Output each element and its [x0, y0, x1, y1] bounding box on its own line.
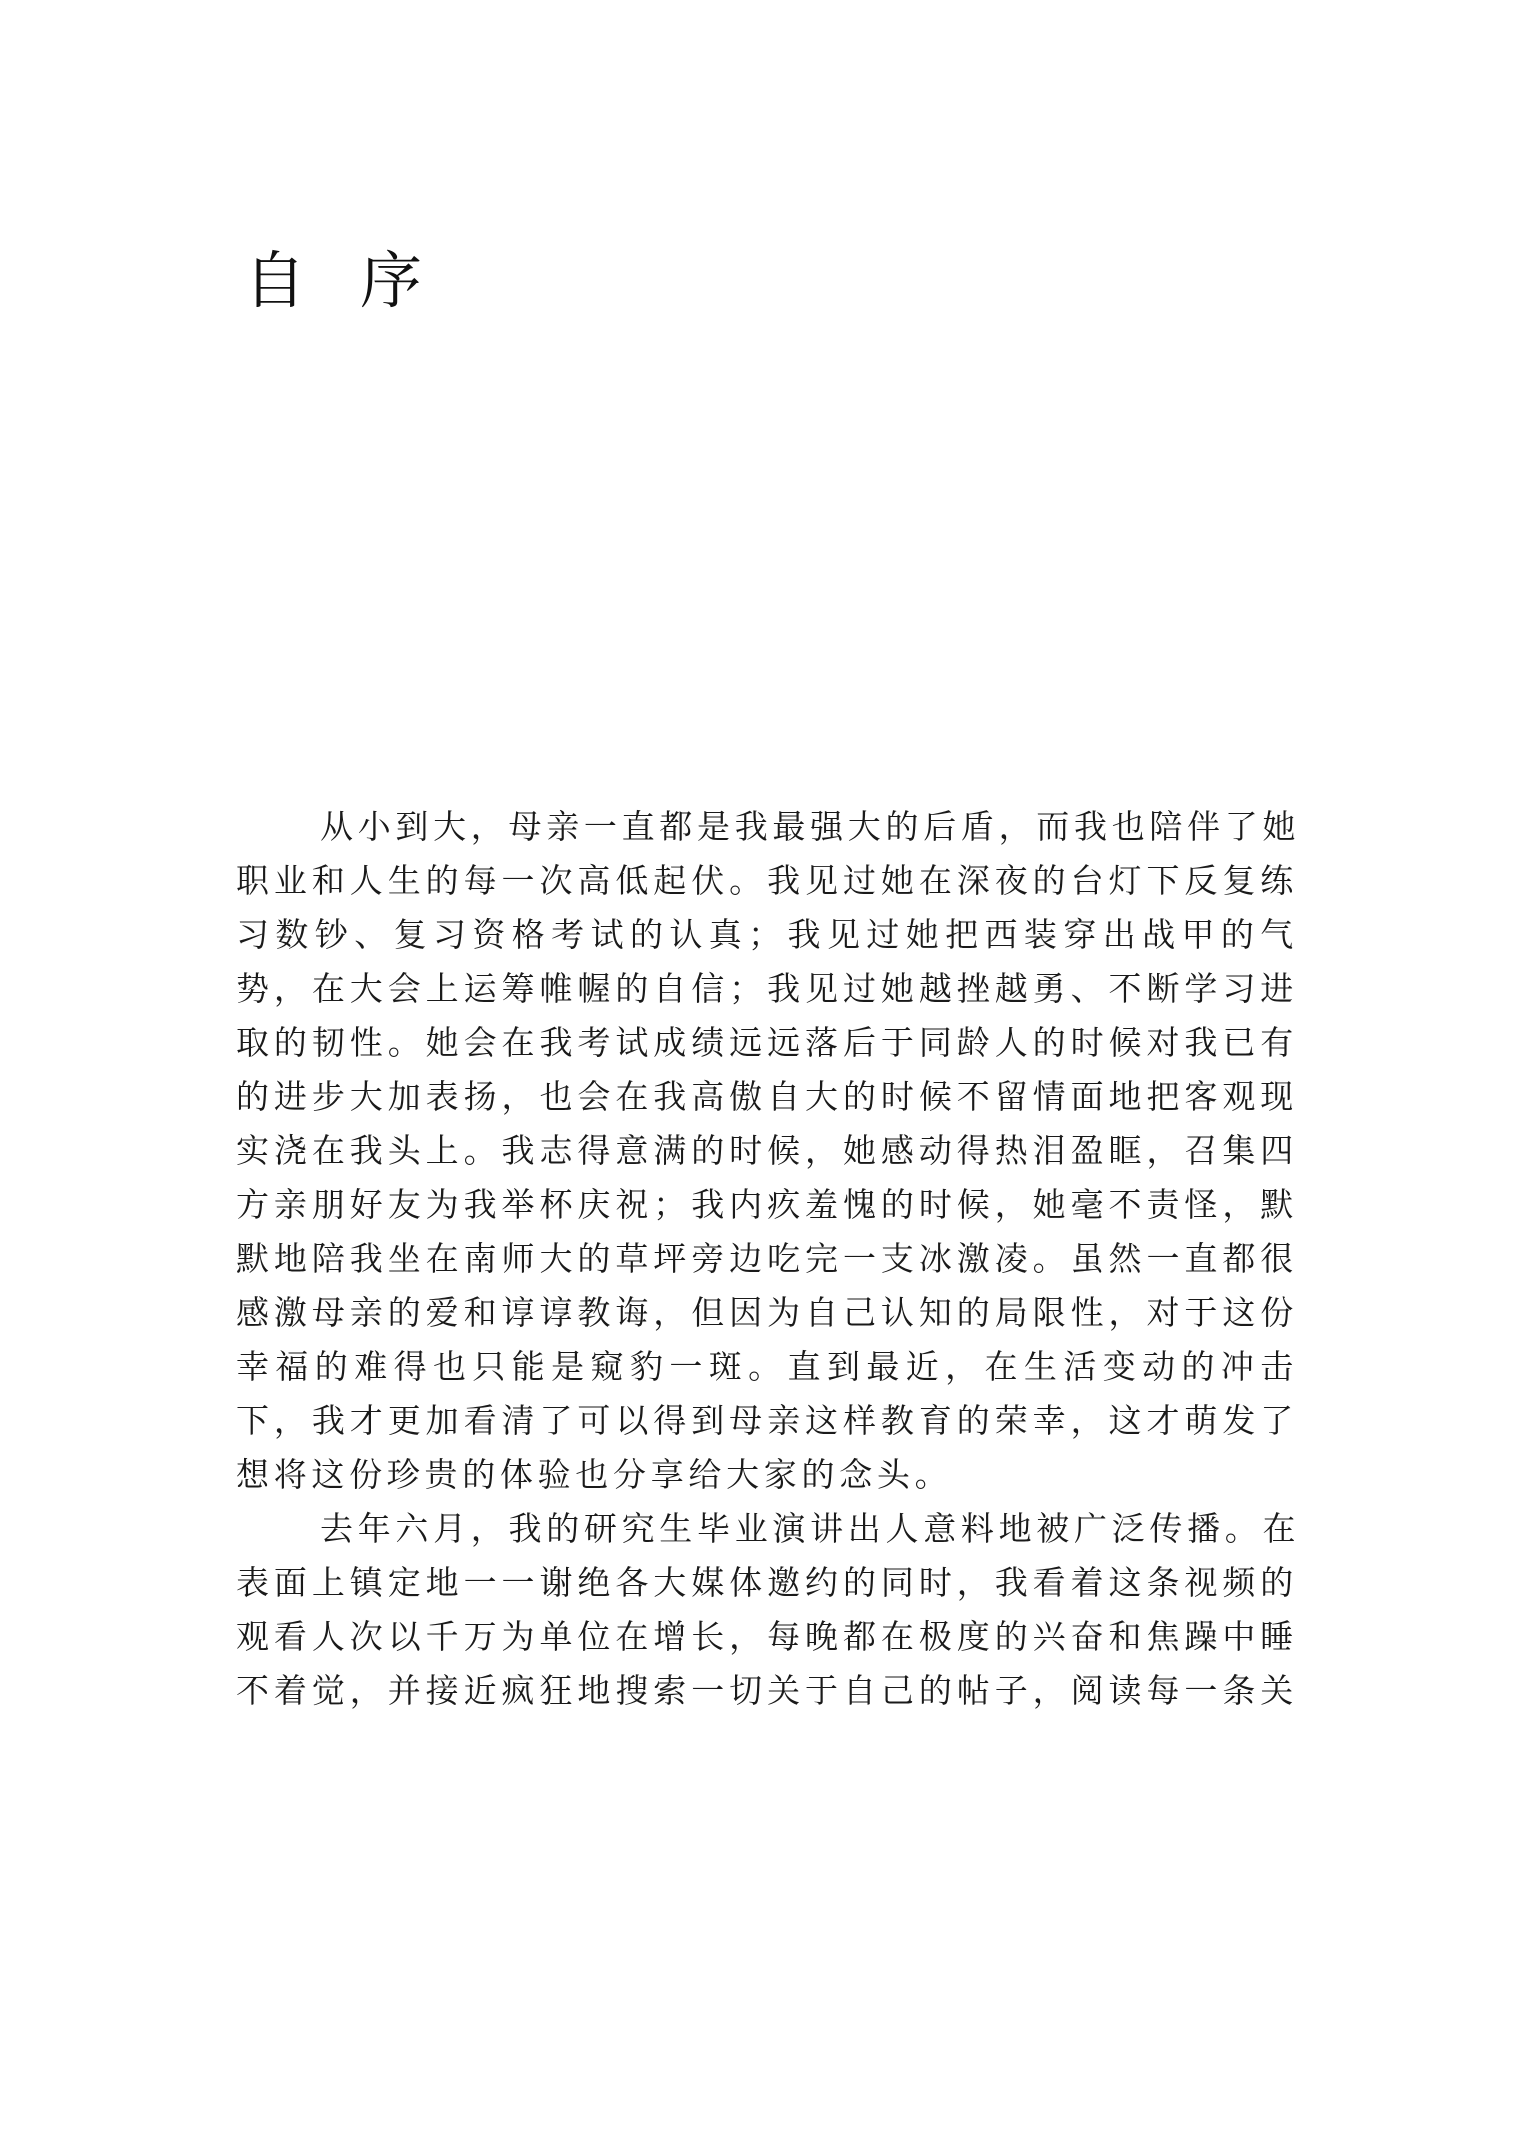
text-line: 下，我才更加看清了可以得到母亲这样教育的荣幸，这才萌发了	[236, 1401, 1298, 1440]
text-line: 从小到大，母亲一直都是我最强大的后盾，而我也陪伴了她	[320, 807, 1301, 846]
text-line: 感激母亲的爱和谆谆教诲，但因为自己认知的局限性，对于这份	[236, 1293, 1298, 1332]
page-title: 自序	[244, 244, 477, 317]
text-line: 想将这份珍贵的体验也分享给大家的念头。	[236, 1455, 953, 1494]
text-line: 表面上镇定地一一谢绝各大媒体邀约的同时，我看着这条视频的	[236, 1563, 1298, 1602]
text-line: 幸福的难得也只能是窥豹一斑。直到最近，在生活变动的冲击	[236, 1347, 1298, 1386]
text-line: 势，在大会上运筹帷幄的自信；我见过她越挫越勇、不断学习进	[236, 969, 1298, 1008]
text-line: 取的韧性。她会在我考试成绩远远落后于同龄人的时候对我已有	[236, 1023, 1298, 1062]
text-line: 去年六月，我的研究生毕业演讲出人意料地被广泛传播。在	[320, 1509, 1301, 1548]
paragraph-1	[236, 800, 1301, 1502]
text-line: 实浇在我头上。我志得意满的时候，她感动得热泪盈眶，召集四	[236, 1131, 1298, 1170]
text-line: 职业和人生的每一次高低起伏。我见过她在深夜的台灯下反复练	[236, 861, 1298, 900]
text-line: 默地陪我坐在南师大的草坪旁边吃完一支冰激凌。虽然一直都很	[236, 1239, 1298, 1278]
body-text	[236, 800, 1301, 1718]
text-line: 方亲朋好友为我举杯庆祝；我内疚羞愧的时候，她毫不责怪，默	[236, 1185, 1298, 1224]
paragraph-2	[236, 1502, 1301, 1718]
text-line: 观看人次以千万为单位在增长，每晚都在极度的兴奋和焦躁中睡	[236, 1617, 1298, 1656]
text-line: 习数钞、复习资格考试的认真；我见过她把西装穿出战甲的气	[236, 915, 1298, 954]
text-line: 的进步大加表扬，也会在我高傲自大的时候不留情面地把客观现	[236, 1077, 1298, 1116]
text-line: 不着觉，并接近疯狂地搜索一切关于自己的帖子，阅读每一条关	[236, 1671, 1298, 1710]
